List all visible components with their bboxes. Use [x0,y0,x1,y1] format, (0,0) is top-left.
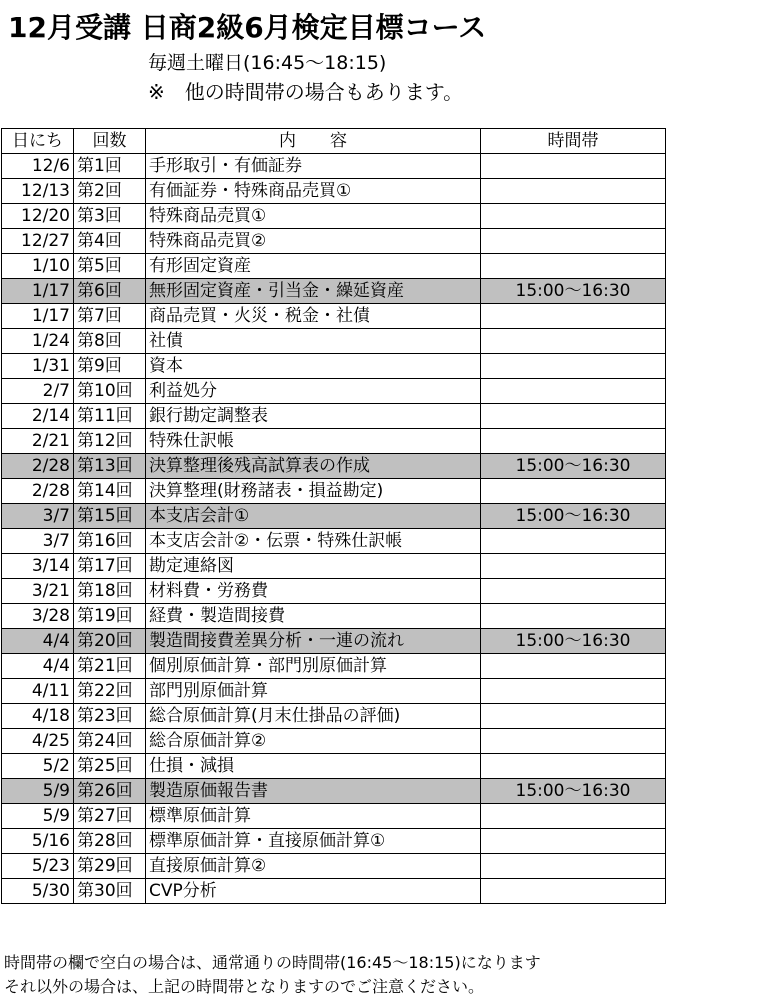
table-row [2,804,666,829]
table-row [2,779,666,804]
cell-number: 第30回 [74,879,146,904]
cell-date: 3/7 [2,504,74,529]
cell-content: 決算整理後残高試算表の作成 [146,454,481,479]
cell-time [481,879,666,904]
cell-time [481,679,666,704]
cell-content: 利益処分 [146,379,481,404]
table-row [2,579,666,604]
cell-number: 第18回 [74,579,146,604]
cell-date: 1/10 [2,254,74,279]
table-row [2,204,666,229]
cell-date: 1/17 [2,279,74,304]
cell-number: 第25回 [74,754,146,779]
cell-content: 有価証券・特殊商品売買① [146,179,481,204]
cell-time [481,554,666,579]
schedule-table-body [2,154,666,904]
cell-date: 3/7 [2,529,74,554]
table-row [2,179,666,204]
cell-number: 第2回 [74,179,146,204]
cell-date: 1/17 [2,304,74,329]
cell-time [481,604,666,629]
page-title: 12月受講 日商2級6月検定目標コース [8,11,487,44]
header-content: 内 容 [146,129,481,154]
table-row [2,829,666,854]
cell-time [481,404,666,429]
cell-time [481,229,666,254]
cell-date: 4/11 [2,679,74,704]
cell-time [481,729,666,754]
cell-date: 5/9 [2,804,74,829]
table-row [2,704,666,729]
cell-number: 第1回 [74,154,146,179]
cell-content: 無形固定資産・引当金・繰延資産 [146,279,481,304]
cell-number: 第12回 [74,429,146,454]
table-row [2,754,666,779]
cell-number: 第9回 [74,354,146,379]
table-row [2,304,666,329]
cell-content: 製造原価報告書 [146,779,481,804]
cell-time [481,854,666,879]
table-row [2,404,666,429]
table-row [2,729,666,754]
cell-content: 直接原価計算② [146,854,481,879]
cell-number: 第3回 [74,204,146,229]
table-row [2,629,666,654]
cell-time [481,329,666,354]
cell-number: 第13回 [74,454,146,479]
schedule-table [1,128,666,904]
header-number: 回数 [74,129,146,154]
cell-date: 2/28 [2,454,74,479]
table-row [2,329,666,354]
cell-date: 5/23 [2,854,74,879]
table-row [2,429,666,454]
cell-number: 第7回 [74,304,146,329]
cell-date: 5/30 [2,879,74,904]
cell-date: 5/9 [2,779,74,804]
cell-number: 第15回 [74,504,146,529]
cell-number: 第26回 [74,779,146,804]
cell-time [481,479,666,504]
cell-time [481,254,666,279]
cell-content: 商品売買・火災・税金・社債 [146,304,481,329]
cell-date: 2/7 [2,379,74,404]
cell-content: 有形固定資産 [146,254,481,279]
cell-date: 12/13 [2,179,74,204]
cell-content: 材料費・労務費 [146,579,481,604]
table-header-row [2,129,666,154]
cell-time: 15:00〜16:30 [481,629,666,654]
cell-number: 第19回 [74,604,146,629]
cell-content: 標準原価計算・直接原価計算① [146,829,481,854]
table-row [2,454,666,479]
cell-content: 決算整理(財務諸表・損益勘定) [146,479,481,504]
header-date: 日にち [2,129,74,154]
cell-date: 3/28 [2,604,74,629]
table-row [2,479,666,504]
table-row [2,854,666,879]
cell-number: 第10回 [74,379,146,404]
cell-time [481,529,666,554]
cell-number: 第24回 [74,729,146,754]
cell-date: 3/14 [2,554,74,579]
cell-date: 2/14 [2,404,74,429]
cell-date: 5/2 [2,754,74,779]
cell-time: 15:00〜16:30 [481,504,666,529]
cell-number: 第21回 [74,654,146,679]
cell-number: 第22回 [74,679,146,704]
cell-content: 特殊商品売買② [146,229,481,254]
table-row [2,654,666,679]
cell-date: 5/16 [2,829,74,854]
cell-date: 12/20 [2,204,74,229]
cell-time: 15:00〜16:30 [481,779,666,804]
cell-time [481,154,666,179]
cell-content: 社債 [146,329,481,354]
cell-content: 総合原価計算② [146,729,481,754]
cell-time [481,829,666,854]
table-row [2,554,666,579]
table-row [2,279,666,304]
cell-content: 部門別原価計算 [146,679,481,704]
cell-time: 15:00〜16:30 [481,454,666,479]
cell-date: 2/28 [2,479,74,504]
cell-number: 第23回 [74,704,146,729]
table-row [2,254,666,279]
cell-date: 4/25 [2,729,74,754]
cell-number: 第4回 [74,229,146,254]
cell-content: 資本 [146,354,481,379]
cell-date: 1/24 [2,329,74,354]
table-row [2,229,666,254]
cell-date: 4/4 [2,654,74,679]
cell-date: 4/4 [2,629,74,654]
cell-date: 4/18 [2,704,74,729]
cell-content: 銀行勘定調整表 [146,404,481,429]
cell-number: 第27回 [74,804,146,829]
cell-content: CVP分析 [146,879,481,904]
cell-time [481,654,666,679]
table-row [2,379,666,404]
cell-number: 第28回 [74,829,146,854]
cell-number: 第17回 [74,554,146,579]
cell-number: 第11回 [74,404,146,429]
cell-time: 15:00〜16:30 [481,279,666,304]
table-row [2,154,666,179]
cell-time [481,579,666,604]
cell-content: 特殊商品売買① [146,204,481,229]
cell-number: 第8回 [74,329,146,354]
cell-time [481,379,666,404]
cell-content: 個別原価計算・部門別原価計算 [146,654,481,679]
cell-content: 仕損・減損 [146,754,481,779]
cell-content: 手形取引・有価証券 [146,154,481,179]
cell-number: 第6回 [74,279,146,304]
cell-time [481,204,666,229]
cell-content: 標準原価計算 [146,804,481,829]
cell-date: 2/21 [2,429,74,454]
cell-number: 第16回 [74,529,146,554]
header-time: 時間帯 [481,129,666,154]
table-row [2,504,666,529]
table-row [2,604,666,629]
cell-time [481,304,666,329]
cell-number: 第14回 [74,479,146,504]
footnote-2: それ以外の場合は、上記の時間帯となりますのでご注意ください。 [4,977,485,996]
cell-content: 製造間接費差異分析・一連の流れ [146,629,481,654]
cell-content: 経費・製造間接費 [146,604,481,629]
schedule-subtitle: 毎週土曜日(16:45〜18:15) [148,52,387,74]
cell-date: 12/27 [2,229,74,254]
table-row [2,529,666,554]
cell-date: 12/6 [2,154,74,179]
cell-number: 第20回 [74,629,146,654]
cell-content: 総合原価計算(月末仕掛品の評価) [146,704,481,729]
footnote-1: 時間帯の欄で空白の場合は、通常通りの時間帯(16:45〜18:15)になります [4,953,541,972]
cell-time [481,754,666,779]
cell-content: 本支店会計① [146,504,481,529]
table-row [2,679,666,704]
schedule-remark: ※ 他の時間帯の場合もあります。 [148,80,464,104]
cell-time [481,804,666,829]
cell-time [481,354,666,379]
cell-number: 第5回 [74,254,146,279]
cell-time [481,179,666,204]
table-row [2,354,666,379]
cell-date: 3/21 [2,579,74,604]
cell-time [481,429,666,454]
cell-time [481,704,666,729]
cell-number: 第29回 [74,854,146,879]
cell-content: 特殊仕訳帳 [146,429,481,454]
cell-content: 勘定連絡図 [146,554,481,579]
table-row [2,879,666,904]
cell-content: 本支店会計②・伝票・特殊仕訳帳 [146,529,481,554]
cell-date: 1/31 [2,354,74,379]
